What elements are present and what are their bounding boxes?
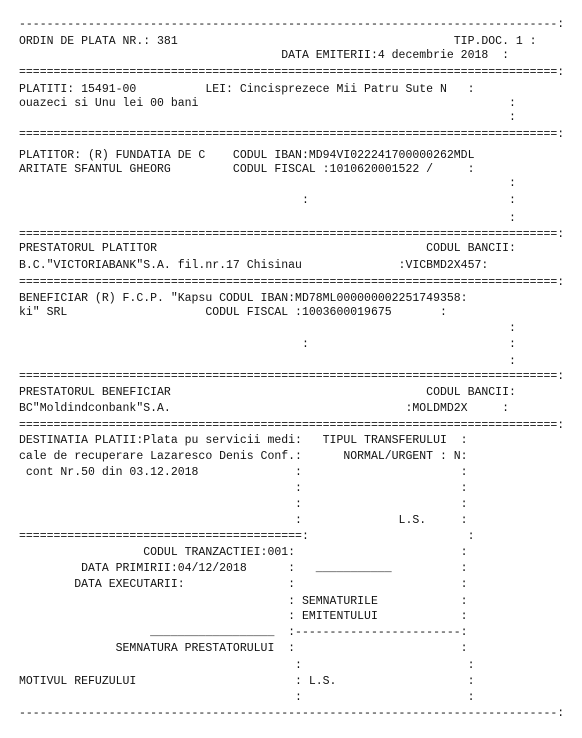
separator-line: ==============================================================================: xyxy=(19,419,565,432)
payer-line-2: ARITATE SFANTUL GHEORG CODUL FISCAL :1010620001522 / : xyxy=(19,163,475,176)
provider-signature-line: SEMNATURA PRESTATORULUI : : xyxy=(19,642,468,655)
bottom-border-line: ------------------------------------------------------------------------------: xyxy=(19,707,565,720)
purpose-line-2: cale de recuperare Lazaresco Denis Conf.: NORMAL/URGENT : N: xyxy=(19,450,468,463)
ls-line: : L.S. : xyxy=(19,514,468,527)
beneficiary-bank-header: PRESTATORUL BENEFICIAR CODUL BANCII: xyxy=(19,386,516,399)
separator-line: ==============================================================================: xyxy=(19,228,565,241)
transaction-code-line: CODUL TRANZACTIEI:001: : xyxy=(19,546,468,559)
separator-line: ==============================================================================: xyxy=(19,66,565,79)
beneficiary-bank-line: BC"Moldindconbank"S.A. :MOLDMD2X : xyxy=(19,402,509,415)
blank-line: : xyxy=(19,212,516,225)
blank-line: : : xyxy=(19,498,468,511)
order-number-line: ORDIN DE PLATA NR.: 381 TIP.DOC. 1 : xyxy=(19,35,537,48)
blank-line: : xyxy=(19,177,516,190)
blank-line: : xyxy=(19,111,516,124)
blank-line: : xyxy=(19,355,516,368)
blank-line: : xyxy=(19,322,516,335)
payer-colon-line: : : xyxy=(19,194,516,207)
separator-line: ==============================================================================: xyxy=(19,128,565,141)
separator-line: =========================================: : xyxy=(19,530,475,543)
beneficiary-line-2: ki" SRL CODUL FISCAL :1003600019675 : xyxy=(19,306,447,319)
blank-line: : : xyxy=(19,659,475,672)
received-date-line: DATA PRIMIRII:04/12/2018 : ___________ : xyxy=(19,562,468,575)
payer-line-1: PLATITOR: (R) FUNDATIA DE C CODUL IBAN:MD94VI022241700000262MDL xyxy=(19,149,475,162)
beneficiary-colon-line: : : xyxy=(19,338,516,351)
amount-line-2: ouazeci si Unu lei 00 bani : xyxy=(19,97,516,110)
amount-line-1: PLATITI: 15491-00 LEI: Cincisprezece Mii Patru Sute N : xyxy=(19,83,475,96)
purpose-line-1: DESTINATIA PLATII:Plata pu servicii medi: TIPUL TRANSFERULUI : xyxy=(19,434,468,447)
payer-bank-header: PRESTATORUL PLATITOR CODUL BANCII: xyxy=(19,242,516,255)
purpose-line-3: cont Nr.50 din 03.12.2018 : : xyxy=(19,466,468,479)
issuer-signatures-line-2: : EMITENTULUI : xyxy=(19,610,468,623)
signature-underline: __________________ :------------------------: xyxy=(19,626,468,639)
issue-date-line: DATA EMITERII:4 decembrie 2018 : xyxy=(19,49,509,62)
separator-line: ==============================================================================: xyxy=(19,370,565,383)
issuer-signatures-line-1: : SEMNATURILE : xyxy=(19,595,468,608)
payer-bank-line: B.C."VICTORIABANK"S.A. fil.nr.17 Chisinau :VICBMD2X457: xyxy=(19,259,489,272)
top-border-line: ------------------------------------------------------------------------------: xyxy=(19,18,565,31)
execution-date-line: DATA EXECUTARII: : : xyxy=(19,578,468,591)
refusal-reason-line: MOTIVUL REFUZULUI : L.S. : xyxy=(19,675,475,688)
separator-line: ==============================================================================: xyxy=(19,276,565,289)
blank-line: : : xyxy=(19,482,468,495)
beneficiary-line-1: BENEFICIAR (R) F.C.P. "Kapsu CODUL IBAN:MD78ML000000002251749358: xyxy=(19,292,468,305)
blank-line: : : xyxy=(19,691,475,704)
